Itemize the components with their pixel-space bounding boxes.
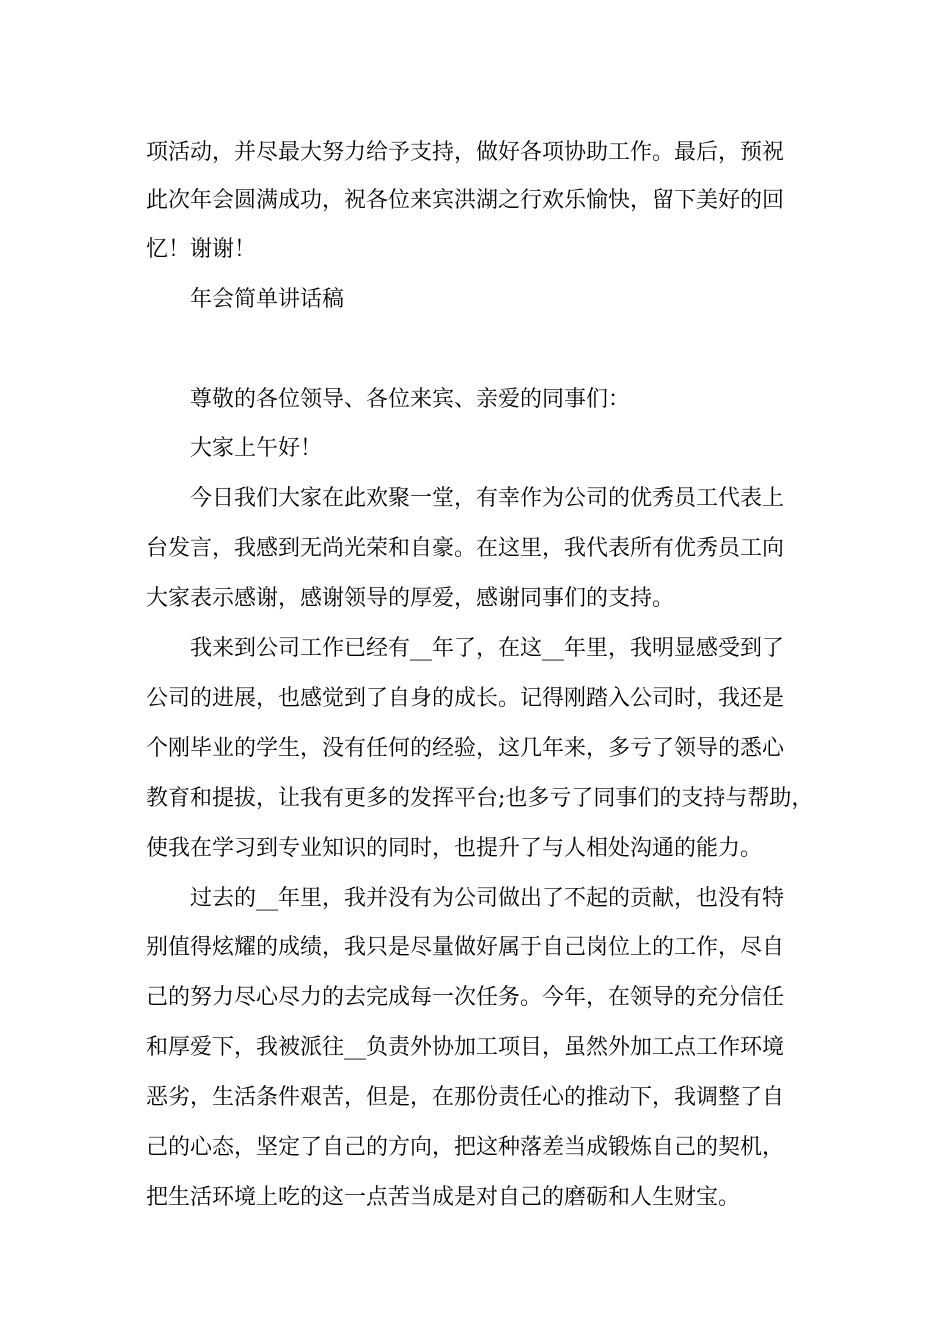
greeting: 大家上午好！ <box>190 436 323 461</box>
text-line: 别值得炫耀的成绩，我只是尽量做好属于自己岗位上的工作，尽自 <box>146 935 785 960</box>
text-line: 此次年会圆满成功，祝各位来宾洪湖之行欢乐愉快，留下美好的回 <box>146 188 785 213</box>
text-line: 把生活环境上吃的这一点苦当成是对自己的磨砺和人生财宝。 <box>146 1185 741 1210</box>
text-line: 台发言，我感到无尚光荣和自豪。在这里，我代表所有优秀员工向 <box>146 536 785 561</box>
text-line: 己的努力尽心尽力的去完成每一次任务。今年，在领导的充分信任 <box>146 985 785 1010</box>
text-line: 大家表示感谢，感谢领导的厚爱，感谢同事们的支持。 <box>146 586 675 611</box>
text-line: 个刚毕业的学生，没有任何的经验，这几年来，多亏了领导的悉心 <box>146 736 785 761</box>
text-line: 和厚爱下，我被派往__负责外协加工项目，虽然外加工点工作环境 <box>146 1035 785 1060</box>
salutation: 尊敬的各位领导、各位来宾、亲爱的同事们： <box>190 387 631 412</box>
text-line: 今日我们大家在此欢聚一堂，有幸作为公司的优秀员工代表上 <box>190 486 785 511</box>
text-line: 己的心态，坚定了自己的方向，把这种落差当成锻炼自己的契机， <box>146 1135 785 1160</box>
text-line: 公司的进展，也感觉到了自身的成长。记得刚踏入公司时，我还是 <box>146 686 785 711</box>
text-line: 教育和提拔，让我有更多的发挥平台;也多亏了同事们的支持与帮助， <box>146 786 814 811</box>
section-title: 年会简单讲话稿 <box>190 287 345 312</box>
text-line: 使我在学习到专业知识的同时，也提升了与人相处沟通的能力。 <box>146 836 763 861</box>
text-line: 我来到公司工作已经有__年了，在这__年里，我明显感受到了 <box>190 636 785 661</box>
text-line: 忆！谢谢！ <box>146 237 257 262</box>
text-line: 恶劣，生活条件艰苦，但是，在那份责任心的推动下，我调整了自 <box>146 1085 785 1110</box>
text-line: 过去的__年里，我并没有为公司做出了不起的贡献，也没有特 <box>190 886 785 911</box>
text-line: 项活动，并尽最大努力给予支持，做好各项协助工作。最后，预祝 <box>146 140 785 165</box>
